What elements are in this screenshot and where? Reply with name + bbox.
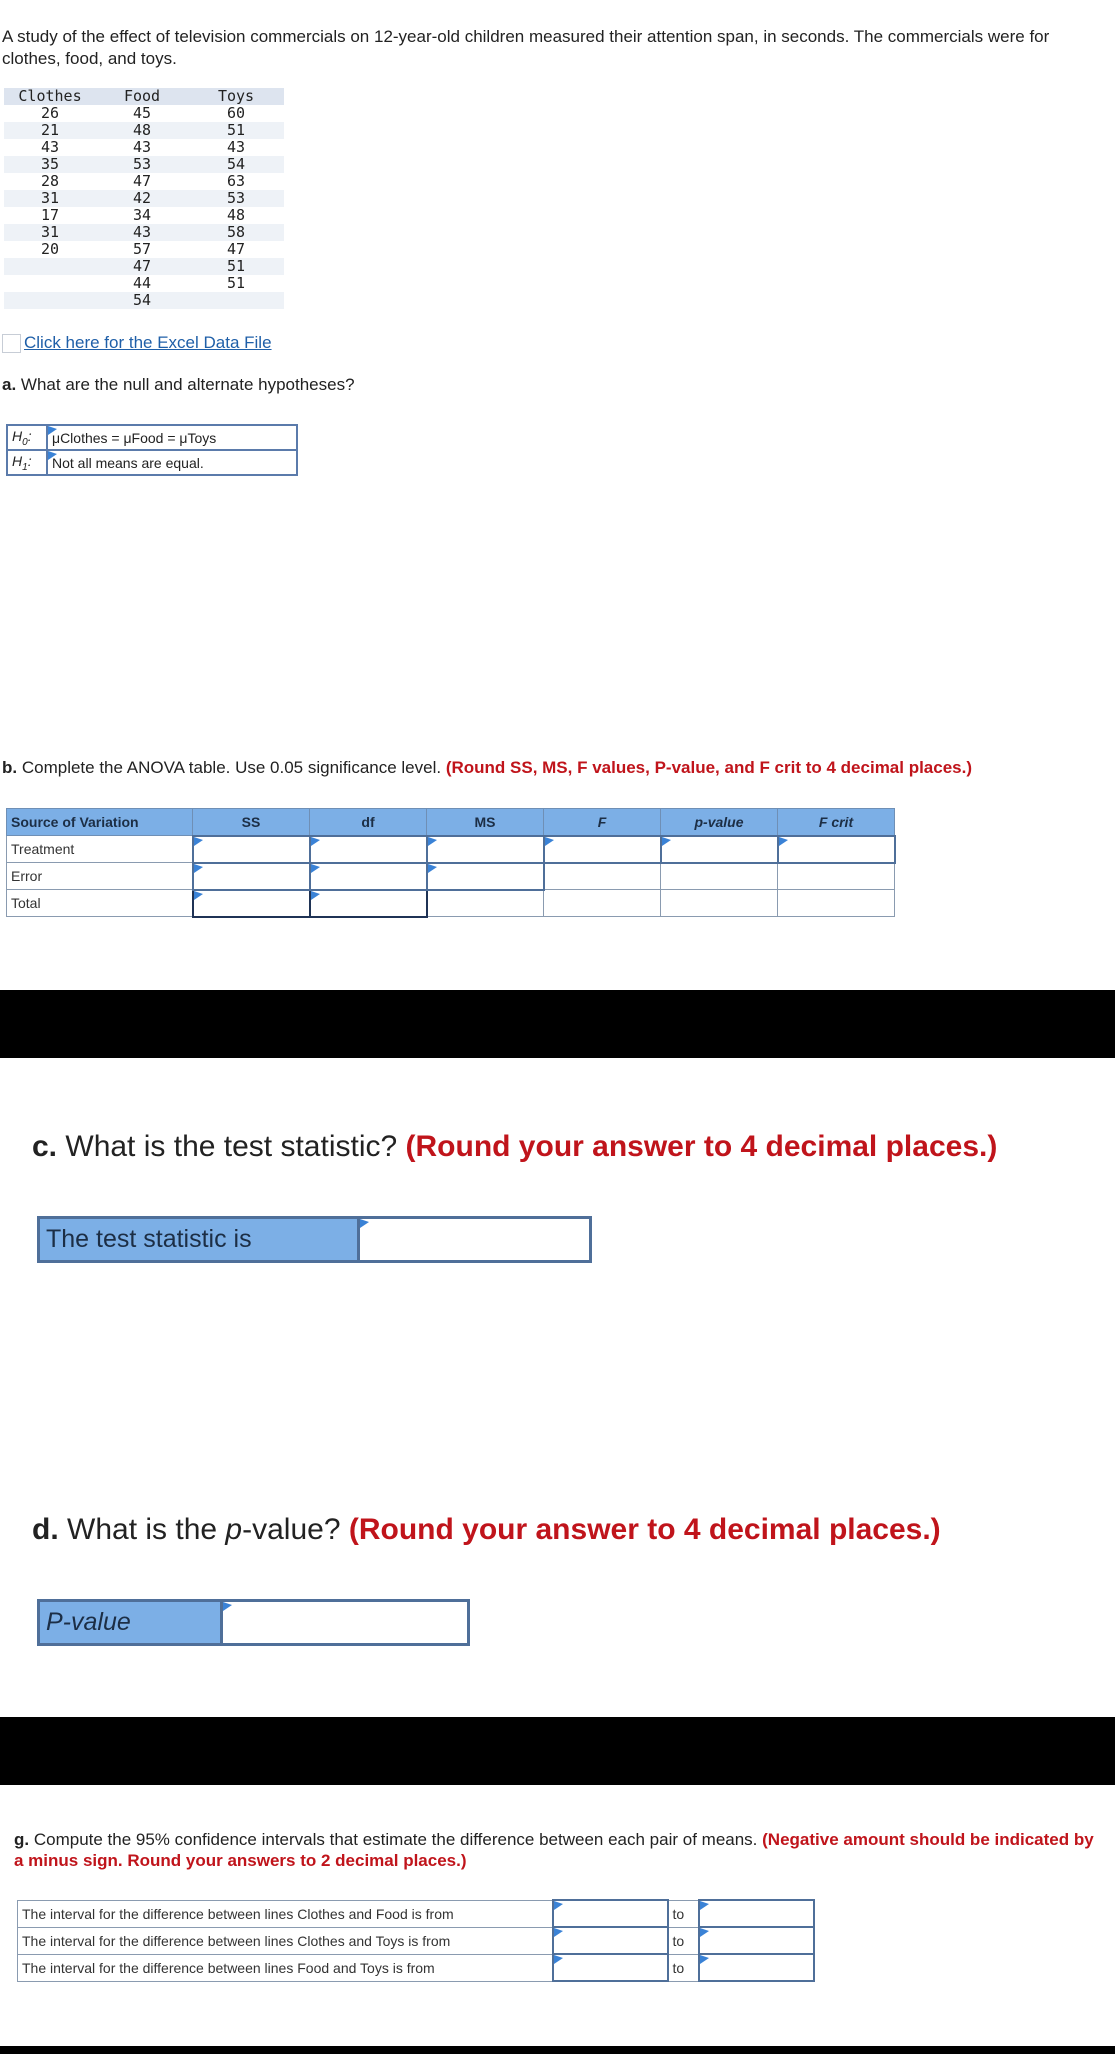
- anova-header-ms: MS: [427, 809, 544, 836]
- data-cell: 51: [188, 258, 284, 275]
- data-cell: 53: [188, 190, 284, 207]
- part-d-question: [32, 1513, 941, 1547]
- data-row: [4, 275, 284, 292]
- data-cell: 57: [132, 240, 152, 258]
- answer-flag-icon: [554, 1955, 563, 1964]
- excel-file-icon: [2, 334, 21, 353]
- answer-flag-icon: [700, 1955, 709, 1964]
- error-ms-input[interactable]: [427, 863, 544, 890]
- answer-flag-icon: [700, 1901, 709, 1910]
- data-row: [4, 224, 284, 241]
- data-cell: 47: [96, 258, 188, 275]
- part-c-text: What is the test statistic?: [65, 1130, 398, 1163]
- data-cell: 17: [40, 206, 60, 224]
- data-cell: 42: [96, 190, 188, 207]
- data-row: [4, 173, 284, 190]
- answer-flag-icon: [779, 837, 788, 846]
- part-d-label: d.: [32, 1513, 59, 1546]
- pvalue-input[interactable]: [220, 1599, 470, 1646]
- h1-value: Not all means are equal.: [52, 454, 204, 471]
- pvalue-row: [37, 1599, 470, 1646]
- data-cell: 63: [226, 172, 246, 190]
- part-c-instruction: (Round your answer to 4 decimal places.): [405, 1130, 998, 1163]
- data-table: [4, 88, 284, 309]
- h0-field[interactable]: [47, 425, 297, 450]
- treatment-ss-input[interactable]: [193, 836, 310, 863]
- data-cell: 53: [96, 156, 188, 173]
- data-row: [4, 139, 284, 156]
- ci-row-label: The interval for the difference between lines Food and Toys is from: [18, 1954, 553, 1981]
- data-cell: 35: [4, 156, 96, 173]
- empty-cell: [427, 890, 544, 917]
- empty-cell: [544, 890, 661, 917]
- excel-link[interactable]: [2, 333, 272, 353]
- ci-lower-input[interactable]: [553, 1900, 668, 1927]
- error-ss-input[interactable]: [193, 863, 310, 890]
- part-d-text-post: -value?: [242, 1513, 341, 1546]
- answer-flag-icon: [194, 864, 203, 873]
- ci-to-label: to: [668, 1954, 699, 1981]
- data-cell: 31: [4, 224, 96, 241]
- ci-row-label: The interval for the difference between lines Clothes and Toys is from: [18, 1927, 553, 1954]
- anova-row-treatment: [7, 836, 895, 863]
- ci-row: [18, 1954, 814, 1981]
- pvalue-label: P-value: [37, 1599, 220, 1646]
- anova-table: [6, 808, 896, 918]
- answer-flag-icon: [194, 837, 203, 846]
- data-table-body: [4, 105, 284, 309]
- data-row: [4, 122, 284, 139]
- data-row: [4, 292, 284, 309]
- h0-value: μClothes = μFood = μToys: [52, 429, 217, 446]
- part-g-label: g.: [14, 1830, 30, 1849]
- treatment-pvalue-input[interactable]: [661, 836, 778, 863]
- treatment-ms-input[interactable]: [427, 836, 544, 863]
- part-b-label: b.: [2, 758, 18, 777]
- data-cell: 47: [132, 172, 152, 190]
- ci-row-label: The interval for the difference between lines Clothes and Food is from: [18, 1900, 553, 1927]
- hypotheses-table: [6, 424, 298, 476]
- test-statistic-input[interactable]: [357, 1216, 592, 1263]
- answer-flag-icon: [554, 1901, 563, 1910]
- ci-upper-input[interactable]: [699, 1927, 814, 1954]
- part-c-label: c.: [32, 1130, 58, 1163]
- data-cell: 43: [132, 138, 152, 156]
- data-cell: [4, 275, 96, 292]
- ci-to-label: to: [668, 1900, 699, 1927]
- data-row: [4, 258, 284, 275]
- confidence-interval-table: [17, 1899, 815, 1982]
- answer-flag-icon: [700, 1928, 709, 1937]
- part-a-question: [2, 375, 355, 395]
- part-a-text: What are the null and alternate hypotheses?: [20, 375, 355, 394]
- anova-row-label: Error: [7, 863, 193, 890]
- empty-cell: [661, 863, 778, 890]
- data-cell: 43: [96, 224, 188, 241]
- h1-field[interactable]: [47, 450, 297, 475]
- part-b-instruction: (Round SS, MS, F values, P-value, and F crit to 4 decimal places.): [445, 758, 973, 777]
- empty-cell: [778, 863, 895, 890]
- answer-flag-icon: [545, 837, 554, 846]
- data-row: [4, 105, 284, 122]
- treatment-f-input[interactable]: [544, 836, 661, 863]
- data-cell: 26: [40, 104, 60, 122]
- answer-flag-icon: [311, 864, 320, 873]
- data-cell: [4, 292, 96, 309]
- excel-link-label[interactable]: Click here for the Excel Data File: [24, 333, 272, 352]
- data-header-toys: Toys: [188, 88, 284, 105]
- redacted-bar: [0, 2046, 1115, 2054]
- data-cell: 48: [96, 122, 188, 139]
- anova-row-label: Total: [7, 890, 193, 917]
- anova-header-fcrit: F crit: [778, 809, 895, 836]
- h1-label: $H_1$:: [7, 450, 47, 475]
- data-header-food: Food: [96, 88, 188, 105]
- part-b-text: Complete the ANOVA table. Use 0.05 significance level.: [21, 758, 442, 777]
- data-cell: 45: [132, 104, 152, 122]
- total-df-input[interactable]: [310, 890, 427, 917]
- data-row: [4, 156, 284, 173]
- data-cell: 44: [132, 274, 152, 292]
- data-row: [4, 241, 284, 258]
- part-b-question: [2, 758, 972, 778]
- data-cell: 34: [132, 206, 152, 224]
- answer-flag-icon: [554, 1928, 563, 1937]
- data-cell: [188, 292, 284, 309]
- test-statistic-label: The test statistic is: [37, 1216, 357, 1263]
- data-cell: 21: [4, 122, 96, 139]
- ci-lower-input[interactable]: [553, 1927, 668, 1954]
- anova-header-df: df: [310, 809, 427, 836]
- data-cell: 47: [226, 240, 246, 258]
- error-df-input[interactable]: [310, 863, 427, 890]
- part-a-label: a.: [2, 375, 17, 394]
- data-cell: [4, 258, 96, 275]
- part-d-text-italic: p: [225, 1513, 243, 1546]
- data-cell: 54: [96, 292, 188, 309]
- part-d-text-pre: What is the: [67, 1513, 226, 1546]
- anova-row-total: [7, 890, 895, 917]
- part-c-question: [32, 1130, 997, 1164]
- answer-flag-icon: [428, 864, 437, 873]
- answer-flag-icon: [360, 1219, 369, 1228]
- total-ss-input[interactable]: [193, 890, 310, 917]
- h0-label: $H_0$:: [7, 425, 47, 450]
- data-header-clothes: Clothes: [4, 88, 96, 105]
- data-row: [4, 190, 284, 207]
- test-statistic-row: [37, 1216, 592, 1263]
- answer-flag-icon: [48, 451, 57, 460]
- ci-row: [18, 1900, 814, 1927]
- empty-cell: [544, 863, 661, 890]
- answer-flag-icon: [311, 837, 320, 846]
- ci-to-label: to: [668, 1927, 699, 1954]
- data-row: [4, 207, 284, 224]
- treatment-df-input[interactable]: [310, 836, 427, 863]
- part-g-question: [14, 1829, 1104, 1871]
- anova-header-f: F: [544, 809, 661, 836]
- part-g-instruction: (Negative amount should be indicated by a minus sign. Round your answers to 2 decimal places.): [14, 1830, 1094, 1870]
- answer-flag-icon: [223, 1602, 232, 1611]
- redacted-bar: [0, 990, 1115, 1058]
- ci-upper-input[interactable]: [699, 1954, 814, 1981]
- data-cell: 58: [188, 224, 284, 241]
- part-d-instruction: (Round your answer to 4 decimal places.): [348, 1513, 941, 1546]
- ci-lower-input[interactable]: [553, 1954, 668, 1981]
- part-g-text: Compute the 95% confidence intervals that estimate the difference between each pair of means.: [33, 1830, 758, 1849]
- data-cell: 43: [40, 138, 60, 156]
- data-cell: 54: [188, 156, 284, 173]
- data-cell: 51: [188, 122, 284, 139]
- ci-upper-input[interactable]: [699, 1900, 814, 1927]
- data-cell: 20: [40, 240, 60, 258]
- anova-row-label: Treatment: [7, 836, 193, 863]
- answer-flag-icon: [311, 891, 320, 900]
- answer-flag-icon: [48, 426, 57, 435]
- anova-header-pvalue: p-value: [661, 809, 778, 836]
- answer-flag-icon: [428, 837, 437, 846]
- problem-intro: A study of the effect of television commercials on 12-year-old children measured their attention span, in seconds. The commercials were for clothes, food, and toys.: [2, 27, 1050, 68]
- data-cell: 48: [226, 206, 246, 224]
- data-cell: 28: [40, 172, 60, 190]
- redacted-bar: [0, 1717, 1115, 1785]
- data-cell: 51: [226, 274, 246, 292]
- anova-header-ss: SS: [193, 809, 310, 836]
- data-cell: 60: [226, 104, 246, 122]
- empty-cell: [778, 890, 895, 917]
- data-cell: 43: [226, 138, 246, 156]
- answer-flag-icon: [662, 837, 671, 846]
- answer-flag-icon: [194, 891, 203, 900]
- treatment-fcrit-input[interactable]: [778, 836, 895, 863]
- anova-row-error: [7, 863, 895, 890]
- data-cell: 31: [4, 190, 96, 207]
- empty-cell: [661, 890, 778, 917]
- anova-header-source: Source of Variation: [7, 809, 193, 836]
- ci-row: [18, 1927, 814, 1954]
